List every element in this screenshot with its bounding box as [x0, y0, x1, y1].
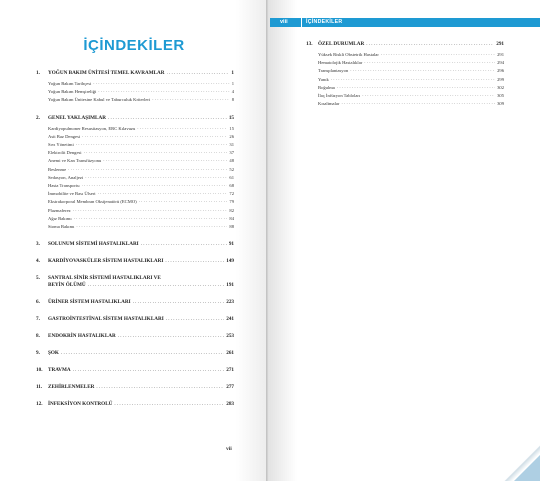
dot-leader: [381, 51, 495, 59]
subsection-page: 291: [497, 52, 504, 57]
subsection-page: 8: [231, 97, 234, 103]
subsection-title: Ekstrakorporal Membran Oksijenatörü (ECMO): [48, 199, 137, 205]
chapter-page: 1: [231, 70, 234, 76]
chapter-title-line: SANTRAL SİNİR SİSTEMİ HASTALIKLARI VE: [48, 275, 161, 282]
toc-subsection: [318, 51, 504, 59]
chapter-page: 241: [226, 316, 234, 323]
chapter-number: 13.: [306, 41, 313, 47]
dot-leader: [74, 215, 228, 223]
chapter-page: 15: [228, 114, 234, 121]
dot-leader: [118, 333, 224, 340]
subsection-title: Plazmaferez: [48, 207, 71, 213]
chapter-row: [48, 333, 234, 340]
toc-chapter: [36, 70, 234, 77]
toc-subsection: [48, 174, 234, 182]
subsection-title: Ağız Bakımı: [48, 215, 72, 221]
subsection-page: 31: [229, 142, 234, 148]
toc-chapter: [36, 367, 234, 374]
subsection-page: 294: [497, 60, 504, 66]
toc-chapter: [36, 258, 234, 265]
toc-subsection: [48, 215, 234, 223]
subsection-page: 84: [229, 215, 234, 221]
dot-leader: [337, 84, 495, 92]
subsection-title: Kısaltmalar: [318, 101, 340, 107]
chapter-number: 11.: [36, 384, 43, 391]
toc-chapter: [36, 316, 234, 323]
chapter-row: [48, 258, 234, 265]
page-title: İÇİNDEKİLER: [83, 37, 185, 54]
toc-subsection: [318, 67, 504, 75]
subsection-title: Sıvı Yönetimi: [48, 142, 74, 148]
dot-leader: [137, 125, 227, 133]
toc-chapter: [36, 384, 234, 391]
toc-subsection-list: [36, 80, 234, 105]
toc-chapter: [36, 115, 234, 122]
toc-subsection: [48, 149, 234, 157]
chapter-row: [48, 367, 234, 374]
toc-subsection: [48, 133, 234, 141]
chapter-row: [48, 282, 234, 289]
dot-leader: [364, 59, 495, 67]
dot-leader: [61, 350, 224, 357]
subsection-title: Hasta Transportu: [48, 183, 80, 189]
toc-chapter: [36, 275, 234, 289]
dot-leader: [108, 115, 227, 122]
chapter-number: 2.: [36, 114, 40, 121]
subsection-page: 88: [229, 224, 234, 230]
dot-leader: [93, 80, 229, 88]
toc-chapter: [36, 350, 234, 357]
toc-list-right: [306, 41, 504, 108]
chapter-title: İNFEKSİYON KONTROLÜ: [48, 401, 113, 408]
toc-subsection: [318, 59, 504, 67]
chapter-title: GENEL YAKLAŞIMLAR: [48, 114, 106, 121]
dot-leader: [362, 92, 495, 100]
chapter-row: [48, 384, 234, 391]
running-header-page-number: viii: [280, 19, 288, 25]
running-header-title: İÇİNDEKİLER: [301, 18, 346, 27]
chapter-row: [48, 241, 234, 248]
subsection-page: 82: [229, 207, 234, 213]
toc-subsection: [48, 207, 234, 215]
chapter-number: 5.: [36, 275, 40, 282]
dot-leader: [68, 166, 227, 174]
chapter-page: 271: [226, 367, 234, 374]
dot-leader: [103, 157, 227, 165]
toc-chapter: [36, 333, 234, 340]
dot-leader: [88, 282, 225, 289]
toc-subsection: [48, 96, 234, 104]
chapter-row: [48, 115, 234, 122]
chapter-title: ENDOKRİN HASTALIKLAR: [48, 333, 116, 340]
toc-subsection-list: [306, 51, 504, 108]
subsection-title: Yoğun Bakım Tarihçesi: [48, 81, 92, 86]
chapter-number: 7.: [36, 316, 40, 323]
dot-leader: [85, 174, 227, 182]
subsection-title: Yoğun Bakım Hemşireliği: [48, 89, 97, 95]
chapter-title: YOĞUN BAKIM ÜNİTESİ TEMEL KAVRAMLAR: [48, 70, 165, 76]
dot-leader: [114, 401, 224, 408]
dot-leader: [98, 88, 229, 96]
chapter-number: 10.: [36, 367, 43, 374]
toc-subsection: [48, 80, 234, 88]
subsection-title: Boğulma: [318, 84, 335, 90]
chapter-page: 291: [496, 41, 504, 47]
dot-leader: [165, 258, 224, 265]
subsection-page: 48: [229, 158, 234, 164]
toc-chapter: [36, 401, 234, 408]
dot-leader: [76, 223, 227, 231]
subsection-page: 309: [497, 101, 504, 107]
chapter-page: 149: [226, 258, 234, 265]
subsection-title: İmmobilite ve Bası Ülseri: [48, 191, 96, 197]
toc-subsection: [318, 100, 504, 108]
subsection-title: Transplantasyon: [318, 68, 349, 74]
subsection-page: 61: [229, 174, 234, 180]
chapter-title: ŞOK: [48, 350, 59, 357]
subsection-title: Elektrolit Dengesi: [48, 150, 82, 156]
dot-leader: [133, 299, 225, 306]
toc-subsection: [48, 157, 234, 165]
subsection-title: Asit Baz Dengesi: [48, 133, 81, 139]
subsection-title: Hematolojik Hastalıklar: [318, 60, 363, 66]
chapter-title: ÜRİNER SİSTEM HASTALIKLARI: [48, 299, 131, 306]
subsection-title: Yanık: [318, 76, 329, 82]
chapter-number: 1.: [36, 70, 40, 76]
toc-subsection: [48, 166, 234, 174]
chapter-number: 8.: [36, 333, 40, 340]
subsection-page: 68: [229, 183, 234, 189]
toc-subsection: [318, 84, 504, 92]
dot-leader: [141, 241, 227, 248]
chapter-title: BEYİN ÖLÜMÜ: [48, 282, 86, 289]
chapter-title: ZEHİRLENMELER: [48, 384, 95, 391]
chapter-page: 91: [228, 241, 234, 248]
subsection-title: Kardiyopulmoner Resusitasyon, ERC Kılavuzu: [48, 125, 136, 131]
chapter-title: ÖZEL DURUMLAR: [318, 41, 365, 47]
dot-leader: [366, 41, 494, 48]
toc-chapter: [306, 41, 504, 48]
chapter-row: [48, 316, 234, 323]
toc-subsection: [48, 223, 234, 231]
chapter-title: SOLUNUM SİSTEMİ HASTALIKLARI: [48, 241, 139, 248]
chapter-row: [48, 70, 234, 77]
chapter-number: 12.: [36, 401, 43, 408]
toc-subsection: [48, 125, 234, 133]
dot-leader: [139, 198, 228, 206]
toc-subsection: [48, 182, 234, 190]
page-curl-shadow: [504, 445, 540, 481]
dot-leader: [166, 316, 224, 323]
subsection-title: İlaç İnfüzyon Tabloları: [318, 93, 361, 99]
chapter-number: 9.: [36, 350, 40, 357]
subsection-title: Anemi ve Kan Transfüzyonu: [48, 158, 102, 164]
chapter-page: 223: [226, 299, 234, 306]
subsection-page: 4: [231, 89, 234, 95]
subsection-page: 72: [229, 191, 234, 197]
subsection-page: 26: [229, 133, 234, 139]
chapter-number: 6.: [36, 299, 40, 306]
subsection-page: 296: [497, 68, 504, 74]
chapter-page: 277: [226, 384, 234, 391]
dot-leader: [73, 207, 228, 215]
toc-list-left: [36, 70, 234, 408]
chapter-row: [318, 41, 504, 48]
toc-chapter: [36, 241, 234, 248]
toc-chapter: [36, 299, 234, 306]
dot-leader: [98, 190, 228, 198]
chapter-number: 3.: [36, 241, 40, 248]
chapter-page: 253: [226, 333, 234, 340]
dot-leader: [82, 182, 228, 190]
subsection-page: 52: [229, 166, 234, 172]
toc-subsection: [48, 141, 234, 149]
chapter-row: [48, 299, 234, 306]
page-number: vii: [226, 446, 232, 452]
dot-leader: [350, 67, 495, 75]
subsection-title: Sedasyon, Analjezi: [48, 174, 84, 180]
subsection-page: 1: [231, 81, 234, 86]
chapter-page: 191: [226, 282, 234, 289]
subsection-page: 79: [229, 199, 234, 205]
toc-subsection: [48, 190, 234, 198]
chapter-title: TRAVMA: [48, 367, 71, 374]
dot-leader: [96, 384, 224, 391]
chapter-number: 4.: [36, 258, 40, 265]
subsection-title: Yoğun Bakım Ünitesine Kabul ve Taburculuk Kriterleri: [48, 97, 151, 103]
subsection-page: 299: [497, 76, 504, 82]
toc-subsection: [318, 76, 504, 84]
dot-leader: [331, 76, 495, 84]
subsection-title: Beslenme: [48, 166, 67, 172]
subsection-title: Stoma Bakımı: [48, 224, 75, 230]
toc-subsection: [318, 92, 504, 100]
left-page: [0, 0, 268, 481]
chapter-row: [48, 350, 234, 357]
chapter-row: [48, 401, 234, 408]
subsection-page: 15: [229, 125, 234, 131]
chapter-page: 283: [226, 401, 234, 408]
right-page: [270, 0, 540, 481]
toc-subsection: [48, 88, 234, 96]
subsection-page: 305: [497, 93, 504, 99]
dot-leader: [82, 133, 227, 141]
subsection-title: Yüksek Riskli Obstetrik Hastalar: [318, 52, 379, 57]
subsection-page: 302: [497, 84, 504, 90]
dot-leader: [152, 96, 229, 104]
dot-leader: [76, 141, 228, 149]
toc-subsection-list: [36, 125, 234, 232]
chapter-title: GASTROİNTESTİNAL SİSTEM HASTALIKLARI: [48, 316, 164, 323]
chapter-page: 261: [226, 350, 234, 357]
toc-subsection: [48, 198, 234, 206]
dot-leader: [84, 149, 228, 157]
dot-leader: [341, 100, 495, 108]
dot-leader: [167, 70, 230, 77]
dot-leader: [73, 367, 225, 374]
subsection-page: 37: [229, 150, 234, 156]
chapter-title: KARDİYOVASKÜLER SİSTEM HASTALIKLARI: [48, 258, 164, 265]
